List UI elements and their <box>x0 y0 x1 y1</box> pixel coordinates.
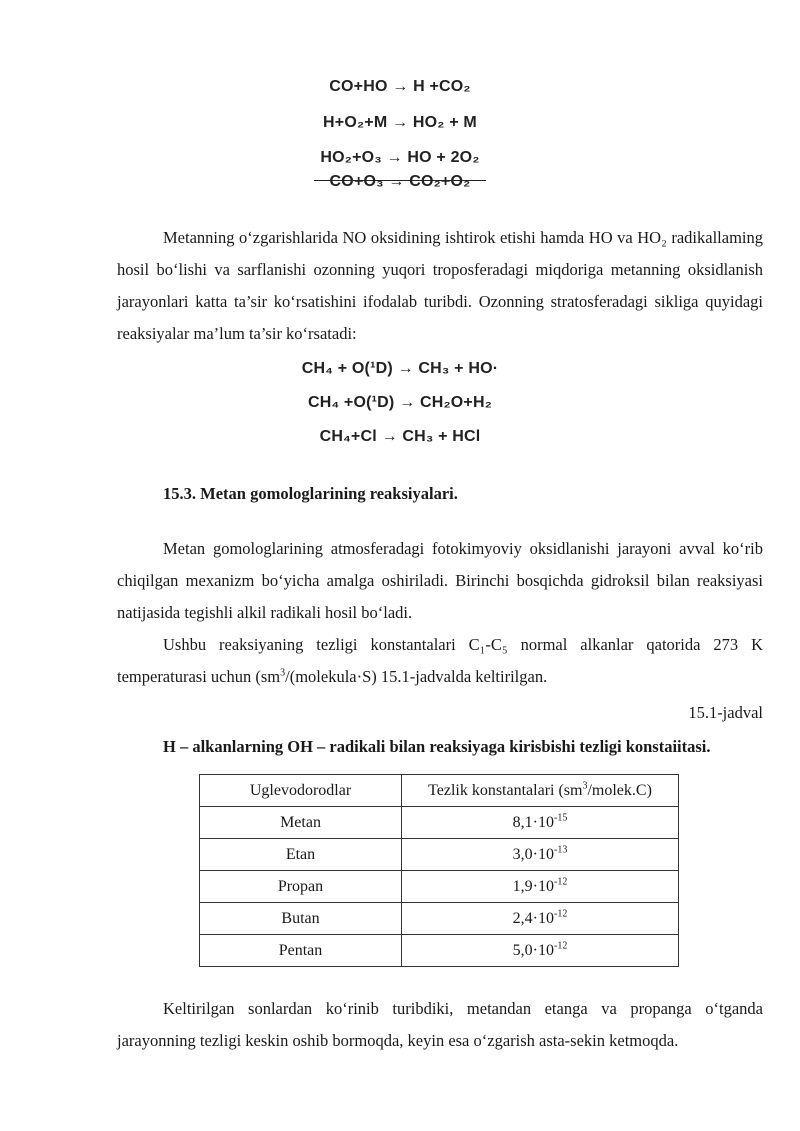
table-header-row <box>200 775 679 807</box>
rate-constant-value: $2,4\cdot 10^{-12}$ <box>402 903 679 935</box>
hydrocarbon-name: Propan <box>200 871 402 903</box>
rate-constant-value: $8,1\cdot 10^{-15}$ <box>402 807 679 839</box>
rate-constant-value: $3,0\cdot 10^{-13}$ <box>402 839 679 871</box>
hydrocarbon-name: Pentan <box>200 935 402 967</box>
table-row <box>200 807 679 839</box>
hydrocarbon-name: Metan <box>200 807 402 839</box>
paragraph-conclusion: Keltirilgan sonlardan ko‘rinib turibdiki, metandan etanga va propanga o‘tganda jarayonning tezligi keskin oshib bormoqda, keyin esa o‘zgarish asta-sekin ketmoqda. <box>117 999 763 1050</box>
section-heading: 15.3. Metan gomologlarining reaksiyalari. <box>163 484 458 503</box>
rate-constant-value: $1,9\cdot 10^{-12}$ <box>402 871 679 903</box>
equation-ch4-o1d-ch2o: CH₄ +O(¹D) → CH₂O+H₂ <box>307 394 493 411</box>
rate-constants-table <box>199 774 679 967</box>
sum-rule <box>0 168 800 170</box>
equation-co-ho: CO+HO → H +CO₂ <box>329 78 471 95</box>
table-title: H – alkanlarning OH – radikali bilan reaksiyaga kirisbishi tezligi konstaiitasi. <box>163 737 711 756</box>
table-row <box>200 839 679 871</box>
paragraph-methane-changes: Metanning o‘zgarishlarida NO oksidining ishtirok etishi hamda HO va HO₂ radikallaming hosil bo‘lishi va sarflanishi ozonning yuqori troposferadagi miqdoriga metanning oksidlanish jarayonlari katta ta’sir ko‘rsatishini ifodalab turibdi. Ozonning stratosferadagi sikliga quyidagi reaksiyalar ma’lum ta’sir ko‘rsatadi: <box>117 228 763 343</box>
hydrocarbon-name: Butan <box>200 903 402 935</box>
equation-ho2-o3: HO₂+O₃ → HO + 2O₂ <box>320 149 480 166</box>
hydrocarbon-name: Etan <box>200 839 402 871</box>
equation-ch4-cl: CH₄+Cl → CH₃ + HCl <box>319 428 481 445</box>
table-label: 15.1-jadval <box>688 703 763 722</box>
table-row <box>200 935 679 967</box>
table-row <box>200 871 679 903</box>
paragraph-rate-constants: Ushbu reaksiyaning tezligi konstantalari C₁-C₅ normal alkanlar qatorida 273 K temperaturasi uchun ($sm^3/(molekula\cdot S)$ 15.1-jadvalda keltirilgan. <box>117 635 763 686</box>
header-rate-constants: Tezlik konstantalari $(sm^3/molek.C)$ <box>402 775 679 807</box>
paragraph-homologs: Metan gomologlarining atmosferadagi fotokimyoviy oksidlanishi jarayoni avval ko‘rib chiqilgan mexanizm bo‘yicha amalga oshiriladi. Birinchi bosqichda gidroksil bilan reaksiyasi natijasida tegishli alkil radikali hosil bo‘ladi. <box>117 539 763 622</box>
equation-ch4-o1d-ho: CH₄ + O(¹D) → CH₃ + HO· <box>301 360 499 377</box>
table-row <box>200 903 679 935</box>
header-hydrocarbons: Uglevodorodlar <box>200 775 402 807</box>
rate-constant-value: $5,0\cdot 10^{-12}$ <box>402 935 679 967</box>
equation-h-o2: H+O₂+M → HO₂ + M <box>323 114 477 131</box>
equation-sum: CO+O₃ → CO₂+O₂ <box>329 173 471 190</box>
